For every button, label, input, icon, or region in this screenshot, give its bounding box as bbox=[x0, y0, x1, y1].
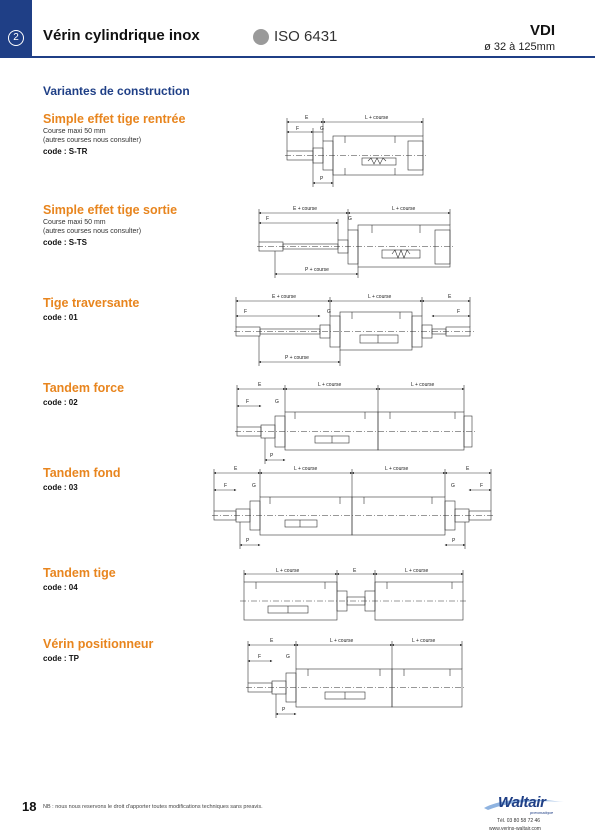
dim-label: G bbox=[286, 654, 290, 660]
dim-label: P bbox=[452, 538, 456, 544]
variant-name: Vérin positionneur bbox=[43, 637, 154, 651]
dim-label: F bbox=[266, 216, 270, 222]
dim-label: F bbox=[457, 309, 461, 315]
dim-label: F bbox=[246, 399, 250, 405]
dim-label: P bbox=[270, 453, 274, 459]
dim-label: L + course bbox=[276, 568, 300, 574]
dim-label: E + course bbox=[293, 206, 318, 212]
variant-desc: Course maxi 50 mm bbox=[43, 128, 106, 135]
dim-label: L + course bbox=[365, 115, 389, 121]
variant-name: Tige traversante bbox=[43, 296, 140, 310]
variant-name: Simple effet tige rentrée bbox=[43, 112, 186, 126]
variant-code: code : S-TR bbox=[43, 147, 88, 156]
dim-label: E bbox=[234, 466, 238, 472]
dim-label: G bbox=[348, 216, 352, 222]
dim-label: P bbox=[246, 538, 250, 544]
dim-label: F bbox=[480, 483, 484, 489]
footer-note: NB : nous nous reservons le droit d'apporter toutes modifications techniques sans preavis. bbox=[43, 804, 263, 810]
dim-label: E bbox=[353, 568, 357, 574]
dim-label: E bbox=[305, 115, 309, 121]
contact-phone: Tél. 03 80 58 72 46 bbox=[497, 818, 541, 824]
dim-label: L + course bbox=[411, 382, 435, 388]
dim-label: G bbox=[327, 309, 331, 315]
dim-label: G bbox=[451, 483, 455, 489]
dim-label: L + course bbox=[318, 382, 342, 388]
variant-name: Tandem force bbox=[43, 381, 125, 395]
dim-label: L + course bbox=[330, 638, 354, 644]
drawing-s-ts bbox=[257, 206, 454, 278]
dim-label: E bbox=[448, 294, 452, 300]
model-name: VDI bbox=[529, 22, 555, 39]
dim-label: F bbox=[244, 309, 248, 315]
variant-name: Tandem fond bbox=[43, 466, 121, 480]
dim-label: G bbox=[252, 483, 256, 489]
drawing-04 bbox=[240, 568, 467, 620]
section-number-badge: 2 bbox=[8, 30, 24, 46]
dim-label: L + course bbox=[294, 466, 318, 472]
drawing-s-tr bbox=[285, 115, 428, 187]
page-title: Vérin cylindrique inox bbox=[43, 27, 200, 44]
variant-code: code : S-TS bbox=[43, 238, 88, 247]
dim-label: L + course bbox=[412, 638, 436, 644]
dim-label: E bbox=[270, 638, 274, 644]
variant-desc: (autres courses nous consulter) bbox=[43, 228, 142, 235]
drawing-03 bbox=[212, 466, 493, 549]
standard-label: ISO 6431 bbox=[274, 28, 338, 45]
variant-desc: (autres courses nous consulter) bbox=[43, 137, 142, 144]
dim-label: E bbox=[258, 382, 262, 388]
variant-name: Simple effet tige sortie bbox=[43, 203, 178, 217]
dim-label: G bbox=[275, 399, 279, 405]
variant-desc: Course maxi 50 mm bbox=[43, 219, 106, 226]
page-number: 18 bbox=[22, 799, 37, 814]
brand-logo: Waltair bbox=[498, 794, 546, 811]
drawing-01 bbox=[234, 294, 474, 366]
variant-name: Tandem tige bbox=[43, 566, 116, 580]
brand-tagline: pneumatique bbox=[530, 810, 554, 815]
variant-code: code : 04 bbox=[43, 583, 78, 592]
dim-label: G bbox=[320, 126, 324, 132]
drawing-02 bbox=[235, 382, 476, 464]
diameter-range: ø 32 à 125mm bbox=[484, 41, 555, 53]
dim-label: L + course bbox=[392, 206, 416, 212]
dim-label: F bbox=[296, 126, 300, 132]
dim-label: E + course bbox=[272, 294, 297, 300]
dim-label: F bbox=[224, 483, 228, 489]
dim-label: P + course bbox=[305, 267, 329, 273]
variant-code: code : TP bbox=[43, 654, 80, 663]
dim-label: L + course bbox=[405, 568, 429, 574]
dim-label: P bbox=[320, 176, 324, 182]
contact-website: www.verins-waltair.com bbox=[489, 826, 541, 832]
variant-code: code : 01 bbox=[43, 313, 78, 322]
dim-label: P + course bbox=[285, 355, 309, 361]
variant-code: code : 03 bbox=[43, 483, 78, 492]
dim-label: E bbox=[466, 466, 470, 472]
drawing-tp bbox=[246, 638, 466, 718]
dim-label: F bbox=[258, 654, 262, 660]
dim-label: L + course bbox=[368, 294, 392, 300]
dim-label: P bbox=[282, 707, 286, 713]
variant-code: code : 02 bbox=[43, 398, 78, 407]
dim-label: L + course bbox=[385, 466, 409, 472]
section-title: Variantes de construction bbox=[43, 84, 190, 98]
